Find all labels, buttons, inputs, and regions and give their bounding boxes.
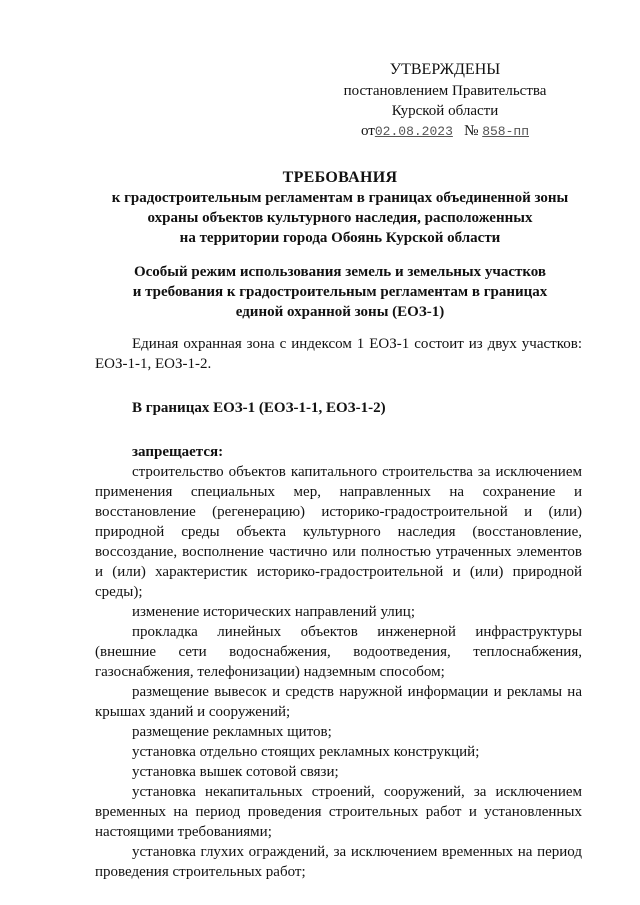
intro-paragraph: Единая охранная зона с индексом 1 ЕОЗ-1 состоит из двух участков: ЕОЗ-1-1, ЕОЗ-1-2.	[95, 336, 582, 372]
approval-number: 858-пп	[482, 124, 529, 139]
subtitle-line-1: Особый режим использования земель и земельных участков	[133, 264, 547, 280]
section-heading: В границах ЕОЗ-1 (ЕОЗ-1-1, ЕОЗ-1-2)	[132, 400, 386, 416]
number-prefix: №	[464, 123, 479, 139]
prohibited-label: запрещается:	[132, 444, 224, 460]
list-item: прокладка линейных объектов инженерной инфраструктуры (внешние сети водоснабжения, водоотведения, теплоснабжения, газоснабжения, телефонизации) надземным способом;	[95, 624, 582, 680]
title-line-1: к градостроительным регламентам в границах объединенной зоны	[111, 190, 569, 206]
approval-heading: УТВЕРЖДЕНЫ	[389, 61, 501, 78]
approval-line-1: постановлением Правительства	[343, 83, 547, 99]
approval-dateline	[340, 121, 550, 142]
list-item: установка вышек сотовой связи;	[132, 764, 339, 780]
list-item: установка глухих ограждений, за исключением временных на период проведения строительных работ;	[95, 844, 582, 880]
document-title	[90, 168, 590, 248]
list-item: установка некапитальных строений, сооружений, за исключением временных на период проведения строительных работ и установленных настоящими требованиями;	[95, 784, 582, 840]
list-item: изменение исторических направлений улиц;	[132, 604, 415, 620]
document-body	[95, 334, 582, 882]
title-line-2: охраны объектов культурного наследия, расположенных	[147, 210, 533, 226]
date-prefix: от	[361, 123, 375, 139]
list-item: строительство объектов капитального строительства за исключением применения специальных мер, направленных на сохранение и восстановление (регенерацию) историко-градостроительной и (или) природной среды объекта культурного наследия (восстановление, воссоздание, восполнение частично или полностью утраченных элементов и (или) характеристик историко-градостроительной и (или) природной среды);	[95, 464, 582, 600]
title-line-3: на территории города Обоянь Курской области	[179, 230, 501, 246]
approval-stamp	[340, 60, 550, 142]
subtitle-line-3: единой охранной зоны (ЕОЗ-1)	[235, 304, 445, 320]
approval-date: 02.08.2023	[374, 124, 453, 139]
list-item: установка отдельно стоящих рекламных конструкций;	[132, 744, 480, 760]
list-item: размещение рекламных щитов;	[132, 724, 332, 740]
list-item: размещение вывесок и средств наружной информации и рекламы на крышах зданий и сооружений;	[95, 684, 582, 720]
subtitle-line-2: и требования к градостроительным регламентам в границах	[132, 284, 548, 300]
document-subtitle	[90, 262, 590, 322]
approval-line-2: Курской области	[391, 103, 499, 119]
title-main: ТРЕБОВАНИЯ	[282, 169, 398, 186]
